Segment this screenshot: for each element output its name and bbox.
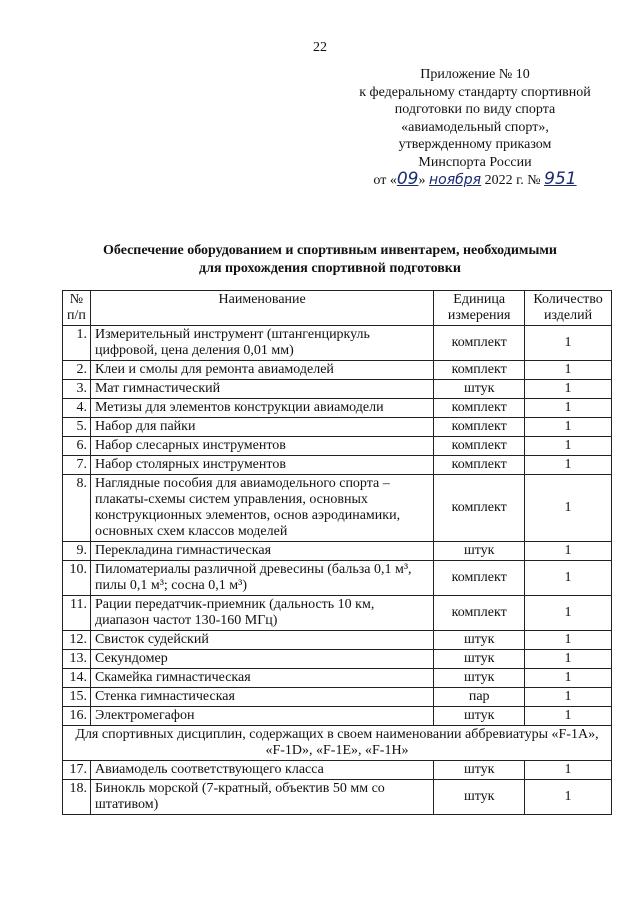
item-quantity: 1 [525, 437, 612, 456]
item-name: Клеи и смолы для ремонта авиамоделей [90, 361, 433, 380]
row-number: 13. [63, 650, 91, 669]
page-number: 22 [313, 40, 327, 55]
date-mid: » [418, 173, 426, 188]
appendix-block [340, 66, 610, 190]
item-name: Электромегафон [90, 707, 433, 726]
table-row [63, 650, 612, 669]
row-number: 7. [63, 456, 91, 475]
table-row [63, 542, 612, 561]
table-row [63, 361, 612, 380]
table-row [63, 418, 612, 437]
row-number: 6. [63, 437, 91, 456]
item-quantity: 1 [525, 361, 612, 380]
table-row [63, 399, 612, 418]
subheader-text: Для спортивных дисциплин, содержащих в своем наименовании аббревиатуры «F-1A», «F-1D», «F-1E», «F-1H» [63, 726, 612, 761]
item-unit: комплект [434, 456, 525, 475]
appendix-line: подготовки по виду спорта [394, 102, 556, 117]
table-row [63, 437, 612, 456]
item-quantity: 1 [525, 418, 612, 437]
item-name: Скамейка гимнастическая [90, 669, 433, 688]
item-unit: комплект [434, 361, 525, 380]
item-quantity: 1 [525, 688, 612, 707]
item-unit: штук [434, 380, 525, 399]
header-num: № п/п [63, 291, 91, 326]
table-subheader-row [63, 726, 612, 761]
item-unit: штук [434, 650, 525, 669]
item-name: Набор слесарных инструментов [90, 437, 433, 456]
row-number: 5. [63, 418, 91, 437]
row-number: 17. [63, 761, 91, 780]
date-prefix: от « [373, 173, 397, 188]
item-quantity: 1 [525, 596, 612, 631]
item-unit: комплект [434, 418, 525, 437]
table-row [63, 456, 612, 475]
item-quantity: 1 [525, 475, 612, 542]
table-body [63, 326, 612, 815]
table-row [63, 688, 612, 707]
item-unit: штук [434, 780, 525, 815]
item-quantity: 1 [525, 380, 612, 399]
table-row [63, 761, 612, 780]
item-quantity: 1 [525, 761, 612, 780]
row-number: 15. [63, 688, 91, 707]
appendix-line: утвержденному приказом [398, 137, 552, 152]
item-unit: комплект [434, 596, 525, 631]
table-row [63, 631, 612, 650]
item-quantity: 1 [525, 399, 612, 418]
item-name: Секундомер [90, 650, 433, 669]
row-number: 10. [63, 561, 91, 596]
row-number: 12. [63, 631, 91, 650]
inventory-table [62, 290, 612, 815]
item-name: Бинокль морской (7-кратный, объектив 50 мм со штативом) [90, 780, 433, 815]
row-number: 11. [63, 596, 91, 631]
table-row [63, 669, 612, 688]
item-quantity: 1 [525, 326, 612, 361]
order-date-line [340, 171, 610, 190]
row-number: 2. [63, 361, 91, 380]
item-quantity: 1 [525, 780, 612, 815]
item-quantity: 1 [525, 650, 612, 669]
table-row [63, 380, 612, 399]
item-unit: комплект [434, 561, 525, 596]
row-number: 4. [63, 399, 91, 418]
table-row [63, 596, 612, 631]
item-unit: штук [434, 631, 525, 650]
appendix-line: к федеральному стандарту спортивной [359, 84, 591, 100]
item-unit: штук [434, 707, 525, 726]
table-row [63, 326, 612, 361]
table-row [63, 561, 612, 596]
row-number: 3. [63, 380, 91, 399]
item-quantity: 1 [525, 707, 612, 726]
item-unit: комплект [434, 326, 525, 361]
table-row [63, 475, 612, 542]
item-unit: штук [434, 761, 525, 780]
item-unit: комплект [434, 475, 525, 542]
item-name: Мат гимнастический [90, 380, 433, 399]
handwritten-order-number: 951 [544, 169, 577, 189]
appendix-line: «авиамодельный спорт», [401, 119, 549, 135]
item-name: Метизы для элементов конструкции авиамодели [90, 399, 433, 418]
item-quantity: 1 [525, 669, 612, 688]
handwritten-day: 09 [396, 169, 419, 189]
table-header-row [63, 291, 612, 326]
item-quantity: 1 [525, 561, 612, 596]
item-name: Стенка гимнастическая [90, 688, 433, 707]
item-quantity: 1 [525, 542, 612, 561]
item-name: Набор для пайки [90, 418, 433, 437]
row-number: 8. [63, 475, 91, 542]
item-name: Перекладина гимнастическая [90, 542, 433, 561]
item-unit: комплект [434, 437, 525, 456]
item-unit: штук [434, 669, 525, 688]
item-name: Авиамодель соответствующего класса [90, 761, 433, 780]
item-unit: комплект [434, 399, 525, 418]
row-number: 18. [63, 780, 91, 815]
header-unit: Единица измерения [434, 291, 525, 326]
row-number: 1. [63, 326, 91, 361]
table-row [63, 780, 612, 815]
title-line: Обеспечение оборудованием и спортивным инвентарем, необходимыми [103, 243, 557, 258]
item-unit: пар [434, 688, 525, 707]
item-name: Свисток судейский [90, 631, 433, 650]
date-year: 2022 г. № [484, 173, 541, 188]
header-qty: Количество изделий [525, 291, 612, 326]
handwritten-month: ноября [429, 172, 482, 188]
table-row [63, 707, 612, 726]
header-name: Наименование [90, 291, 433, 326]
item-name: Измерительный инструмент (штангенциркуль цифровой, цена деления 0,01 мм) [90, 326, 433, 361]
item-name: Набор столярных инструментов [90, 456, 433, 475]
appendix-line: Приложение № 10 [420, 67, 530, 82]
row-number: 14. [63, 669, 91, 688]
item-quantity: 1 [525, 456, 612, 475]
item-unit: штук [434, 542, 525, 561]
item-name: Наглядные пособия для авиамодельного спорта – плакаты-схемы систем управления, основных конструкционных элементов, основ аэродинамики, основных схем классов моделей [90, 475, 433, 542]
row-number: 16. [63, 707, 91, 726]
row-number: 9. [63, 542, 91, 561]
document-title [60, 242, 600, 278]
item-quantity: 1 [525, 631, 612, 650]
appendix-line: Минспорта России [418, 154, 532, 170]
title-line: для прохождения спортивной подготовки [199, 261, 461, 276]
item-name: Рации передатчик-приемник (дальность 10 км, диапазон частот 130-160 МГц) [90, 596, 433, 631]
item-name: Пиломатериалы различной древесины (бальза 0,1 м³, пилы 0,1 м³; сосна 0,1 м³) [90, 561, 433, 596]
